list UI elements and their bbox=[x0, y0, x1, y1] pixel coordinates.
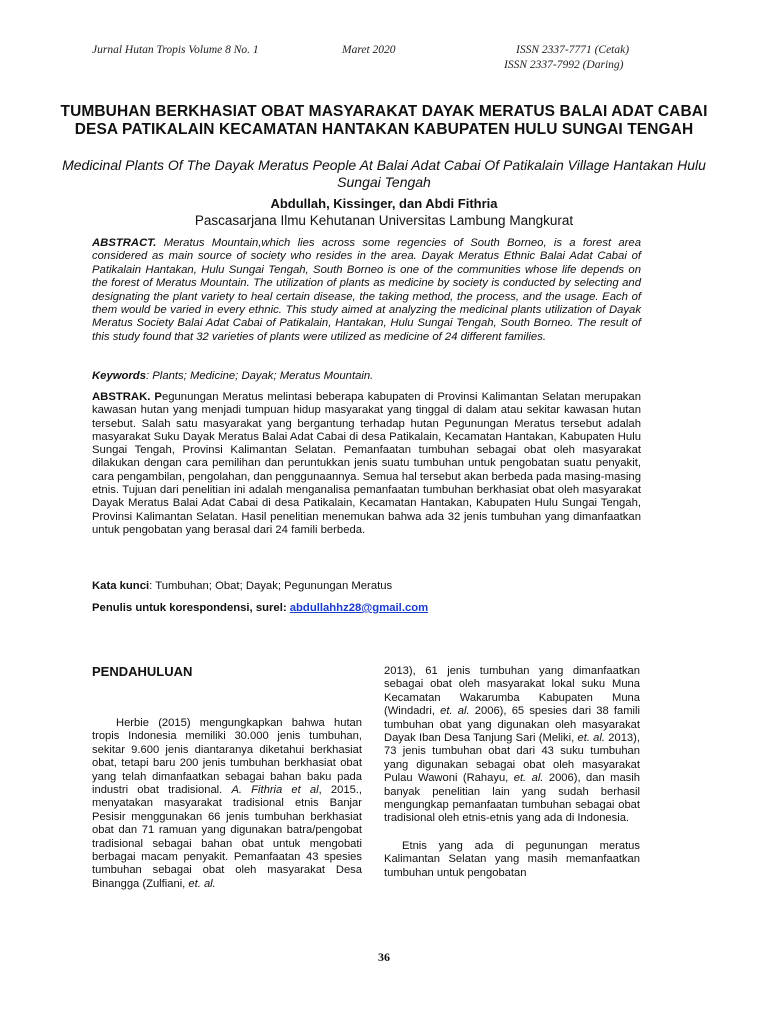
issn-online: ISSN 2337-7992 (Daring) bbox=[504, 59, 624, 71]
authors: Abdullah, Kissinger, dan Abdi Fithria bbox=[270, 196, 498, 211]
section-heading: PENDAHULUAN bbox=[92, 664, 193, 679]
abstract-english bbox=[92, 237, 641, 344]
abstract-english-text: Meratus Mountain,which lies across some regencies of South Borneo, is a forest area considered as main source of society who resides in the area. Dayak Meratus Ethnic Balai Adat Cabai of Patikalain Hantakan, Hulu Sungai Tengah, South Borneo is one of the communities whose life depends on the forest of Meratus Mountain. The utilization of plants as medicine by society is conducted by selecting and designating the plant variety to heal certain disease, the taking method, the process, and the usage. Each of them would be varied in every ethnic. This study aimed at analyzing the medicinal plants utilization of Dayak Meratus Society Balai Adat Cabai of Patikalain, Hantakan, Hulu Sungai Tengah, South Borneo. The result of this study found that 32 varieties of plants were utilized as medicine of 24 different families. bbox=[92, 237, 641, 343]
page-number: 36 bbox=[378, 950, 390, 964]
correspondence-email-link[interactable]: abdullahhz28@gmail.com bbox=[289, 602, 429, 614]
abstract-english-label: ABSTRACT. bbox=[92, 237, 157, 249]
paper-title: TUMBUHAN BERKHASIAT OBAT MASYARAKAT DAYAK MERATUS BALAI ADAT CABAI DESA PATIKALAIN KECAMATAN HANTAKAN KABUPATEN HULU SUNGAI TENGAH bbox=[60, 103, 708, 138]
affiliation: Pascasarjana Ilmu Kehutanan Universitas Lambung Mangkurat bbox=[194, 213, 574, 228]
issue-date: Maret 2020 bbox=[342, 44, 396, 56]
right-text-2: 2006), 65 spesies dari 38 famili tumbuhan obat yang digunakan oleh masyarakat Dayak Iban Desa Tanjung Sari (Meliki, bbox=[384, 705, 640, 745]
right-paragraph-2: Etnis yang ada di pegunungan meratus Kalimantan Selatan yang masih memanfaatkan tumbuhan untuk pengobatan bbox=[384, 839, 640, 879]
keywords-english bbox=[92, 370, 373, 382]
right-etal-1: et. al. bbox=[440, 705, 470, 718]
left-text-2: , 2015., menyatakan masyarakat tradisional etnis Banjar Pesisir menggunakan 66 jenis tumbuhan berkhasiat obat dan 71 ramuan yang digunakan batra/pengobat tradisional sebagai bahan obat untuk mengobati berbagai macam penyakit. Pemanfaatan 43 spesies tumbuhan sebagai obat oleh masyarakat Desa Binangga (Zulfiani, bbox=[92, 784, 363, 890]
abstract-indonesian-label: ABSTRAK. P bbox=[92, 391, 162, 403]
issn-print: ISSN 2337-7771 (Cetak) bbox=[516, 44, 630, 56]
keywords-indonesian-text: : Tumbuhan; Obat; Dayak; Pegunungan Meratus bbox=[149, 580, 393, 592]
right-text-1: 2013), 61 jenis tumbuhan yang dimanfaatkan sebagai obat oleh masyarakat lokal suku Muna Kecamatan Wakarumba Kabupaten Muna (Windadri, bbox=[384, 665, 640, 718]
correspondence-label: Penulis untuk korespondensi, surel: bbox=[92, 602, 290, 614]
abstract-indonesian bbox=[92, 391, 641, 537]
right-paragraph-1 bbox=[384, 665, 640, 826]
left-column bbox=[92, 717, 362, 891]
paper-subtitle: Medicinal Plants Of The Dayak Meratus People At Balai Adat Cabai Of Patikalain Village Hantakan Hulu Sungai Tengah bbox=[62, 157, 706, 190]
right-column bbox=[384, 665, 640, 880]
left-text-1: Herbie (2015) mengungkapkan bahwa hutan tropis Indonesia memiliki 30.000 jenis tumbuhan, sekitar 9.600 jenis diantaranya diketahui berkhasiat obat, tetapi baru 200 jenis tumbuhan berkhasiat obat yang telah dimanfaatkan sebagai bahan baku pada industri obat tradisional. bbox=[92, 717, 362, 797]
abstract-indonesian-text: egunungan Meratus melintasi beberapa kabupaten di Provinsi Kalimantan Selatan merupakan kawasan hutan yang menjadi tumpuan hidup masyarakat yang tinggal di dalam atau sekitar kawasan hutan tersebut. Salah satu masyarakat yang bergantung terhadap hutan Pegunungan Meratus tersebut adalah masyarakat Suku Dayak Meratus Balai Adat Cabai di desa Patikalain, Kecamatan Hantakan, Kabupaten Hulu Sungai Tengah, Provinsi Kalimantan Selatan. Pemanfaatan tumbuhan sebagai obat oleh masyarakat dilakukan dengan cara pemilihan dan peruntukkan jenis suatu tumbuhan untuk pengobatan suatu penyakit, cara pengambilan, pengolahan, dan penggunaannya. Semua hal tersebut akan berbeda pada masing-masing etnis. Tujuan dari penelitian ini adalah menganalisa pemanfaatan tumbuhan berkhasiat obat oleh masyarakat Dayak Meratus Balai Adat Cabai di desa Patikalain, Kecamatan Hantakan, Kabupaten Hulu Sungai Tengah, Provinsi Kalimantan Selatan. Hasil penelitian menemukan bahwa ada 32 jenis tumbuhan yang dimanfaatkan untuk pengobatan yang berasal dari 24 famili berbeda. bbox=[92, 391, 641, 536]
right-etal-3: et. al. bbox=[513, 772, 544, 785]
correspondence bbox=[92, 602, 428, 614]
journal-name: Jurnal Hutan Tropis Volume 8 No. 1 bbox=[92, 44, 259, 56]
right-text-3: 2013), 73 jenis tumbuhan obat dari 43 suku tumbuhan yang digunakan sebagai obat oleh masyarakat Pulau Wawoni (Rahayu, bbox=[384, 732, 640, 785]
left-paragraph bbox=[92, 717, 362, 891]
keywords-indonesian-label: Kata kunci bbox=[92, 580, 150, 592]
keywords-indonesian bbox=[92, 580, 392, 592]
right-text-4: 2006), dan masih banyak penelitian lain yang sudah berhasil mengungkap pemanfaatan tumbuhan sebagai obat tradisional oleh etnis-etnis yang ada di Indonesia. bbox=[384, 772, 640, 825]
left-citation: A. Fithria et al bbox=[231, 784, 319, 797]
left-etal: et. al. bbox=[188, 877, 216, 890]
keywords-english-label: Keywords bbox=[92, 370, 146, 382]
keywords-english-text: : Plants; Medicine; Dayak; Meratus Mountain. bbox=[146, 370, 374, 382]
right-etal-2: et. al. bbox=[577, 732, 605, 745]
